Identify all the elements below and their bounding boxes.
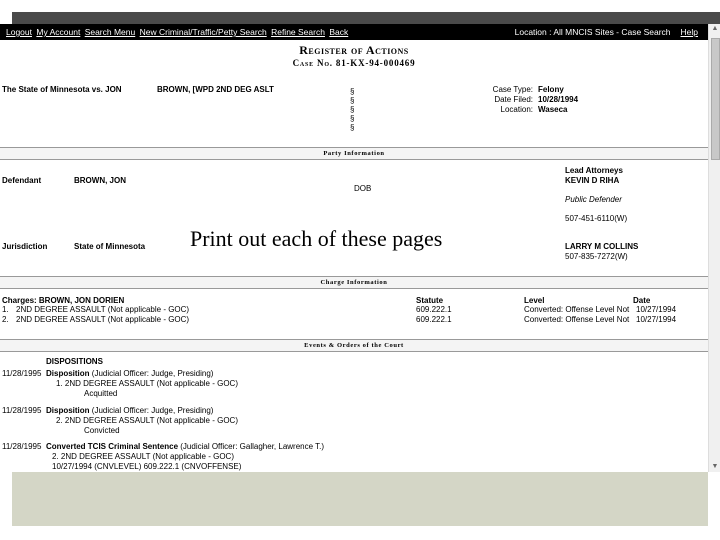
event-title-line — [46, 406, 213, 416]
new-search-link[interactable]: New Criminal/Traffic/Petty Search — [139, 27, 267, 37]
charge-number: 1. — [2, 305, 9, 314]
event-date: 11/28/1995 — [2, 442, 42, 451]
events-header: Events & Orders of the Court — [0, 339, 708, 352]
scroll-thumb[interactable] — [711, 38, 720, 160]
case-caption: The State of Minnesota vs. JON — [2, 85, 122, 94]
attorney-name: LARRY M COLLINS — [565, 242, 639, 251]
slide-top-band — [12, 12, 720, 24]
location-label: Location: — [500, 105, 533, 114]
event-line: 2. 2ND DEGREE ASSAULT (Not applicable - GOC) — [56, 416, 238, 425]
top-nav-bar — [0, 24, 708, 40]
nav-right — [515, 24, 698, 40]
charge-number: 2. — [2, 315, 9, 324]
case-type-label: Case Type: — [492, 85, 533, 94]
charge-description: 2ND DEGREE ASSAULT (Not applicable - GOC) — [16, 305, 190, 314]
event-detail: (Judicial Officer: Gallagher, Lawrence T.) — [178, 442, 325, 451]
scroll-down-arrow-icon[interactable]: ▼ — [711, 463, 719, 470]
case-caption-right: BROWN, [WPD 2ND DEG ASLT — [157, 85, 274, 94]
attorney-role: Public Defender — [565, 195, 622, 204]
event-result: Convicted — [84, 426, 120, 435]
charge-level: Converted: Offense Level Not — [524, 315, 630, 324]
section-mark: § — [350, 96, 355, 105]
charge-level: Converted: Offense Level Not — [524, 305, 630, 314]
section-mark: § — [350, 105, 355, 114]
charge-date: 10/27/1994 — [636, 315, 677, 324]
charges-header: Charges: BROWN, JON DORIEN — [2, 296, 125, 305]
scroll-up-arrow-icon[interactable]: ▲ — [711, 25, 719, 32]
case-number: Case No. 81-KX-94-000469 — [292, 58, 416, 68]
charge-statute: 609.222.1 — [416, 315, 452, 324]
my-account-link[interactable]: My Account — [36, 27, 81, 37]
event-title-line — [46, 369, 213, 379]
charge-info-header: Charge Information — [0, 276, 708, 289]
attorney-phone: 507-835-7272(W) — [565, 252, 628, 261]
charge-statute: 609.222.1 — [416, 305, 452, 314]
dob-label: DOB — [354, 184, 372, 193]
back-link[interactable]: Back — [329, 27, 349, 37]
event-date: 11/28/1995 — [2, 406, 42, 415]
party-info-header: Party Information — [0, 147, 708, 160]
event-result: 10/27/1994 (CNVLEVEL) 609.222.1 (CNVOFFENSE) — [52, 462, 242, 471]
defendant-label: Defendant — [2, 176, 42, 185]
event-title: Disposition — [46, 369, 90, 378]
charge-date: 10/27/1994 — [636, 305, 677, 314]
attorney-phone: 507-451-6110(W) — [565, 214, 628, 223]
help-link[interactable]: Help — [680, 27, 698, 37]
lead-attorneys-label: Lead Attorneys — [565, 166, 623, 175]
defendant-name: BROWN, JON — [74, 176, 126, 185]
section-mark: § — [350, 87, 355, 96]
jurisdiction-value: State of Minnesota — [74, 242, 146, 251]
slide-bottom-band — [12, 472, 708, 526]
logout-link[interactable]: Logout — [6, 27, 32, 37]
event-date: 11/28/1995 — [2, 369, 42, 378]
statute-header: Statute — [416, 296, 444, 305]
location-value: Waseca — [538, 105, 568, 114]
event-line: 2. 2ND DEGREE ASSAULT (Not applicable - GOC) — [52, 452, 234, 461]
search-menu-link[interactable]: Search Menu — [84, 27, 136, 37]
event-detail: (Judicial Officer: Judge, Presiding) — [89, 369, 214, 378]
section-mark: § — [350, 123, 355, 132]
page-title: Register of Actions — [299, 43, 409, 57]
slide-caption: Print out each of these pages — [190, 226, 443, 251]
event-title-line — [46, 442, 324, 452]
event-title: Converted TCIS Criminal Sentence — [46, 442, 179, 451]
nav-links — [6, 24, 350, 40]
date-header: Date — [633, 296, 651, 305]
date-filed-label: Date Filed: — [494, 95, 533, 104]
case-type-value: Felony — [538, 85, 564, 94]
event-result: Acquitted — [84, 389, 118, 398]
vertical-scrollbar[interactable] — [708, 24, 720, 472]
date-filed-value: 10/28/1994 — [538, 95, 579, 104]
location-text: Location : All MNCIS Sites - Case Search — [514, 27, 671, 37]
event-line: 1. 2ND DEGREE ASSAULT (Not applicable - GOC) — [56, 379, 238, 388]
event-title: Disposition — [46, 406, 90, 415]
section-mark: § — [350, 114, 355, 123]
event-detail: (Judicial Officer: Judge, Presiding) — [89, 406, 214, 415]
charge-description: 2ND DEGREE ASSAULT (Not applicable - GOC) — [16, 315, 190, 324]
refine-search-link[interactable]: Refine Search — [271, 27, 325, 37]
level-header: Level — [524, 296, 545, 305]
jurisdiction-label: Jurisdiction — [2, 242, 48, 251]
attorney-name: KEVIN D RIHA — [565, 176, 620, 185]
dispositions-label: DISPOSITIONS — [46, 357, 103, 366]
